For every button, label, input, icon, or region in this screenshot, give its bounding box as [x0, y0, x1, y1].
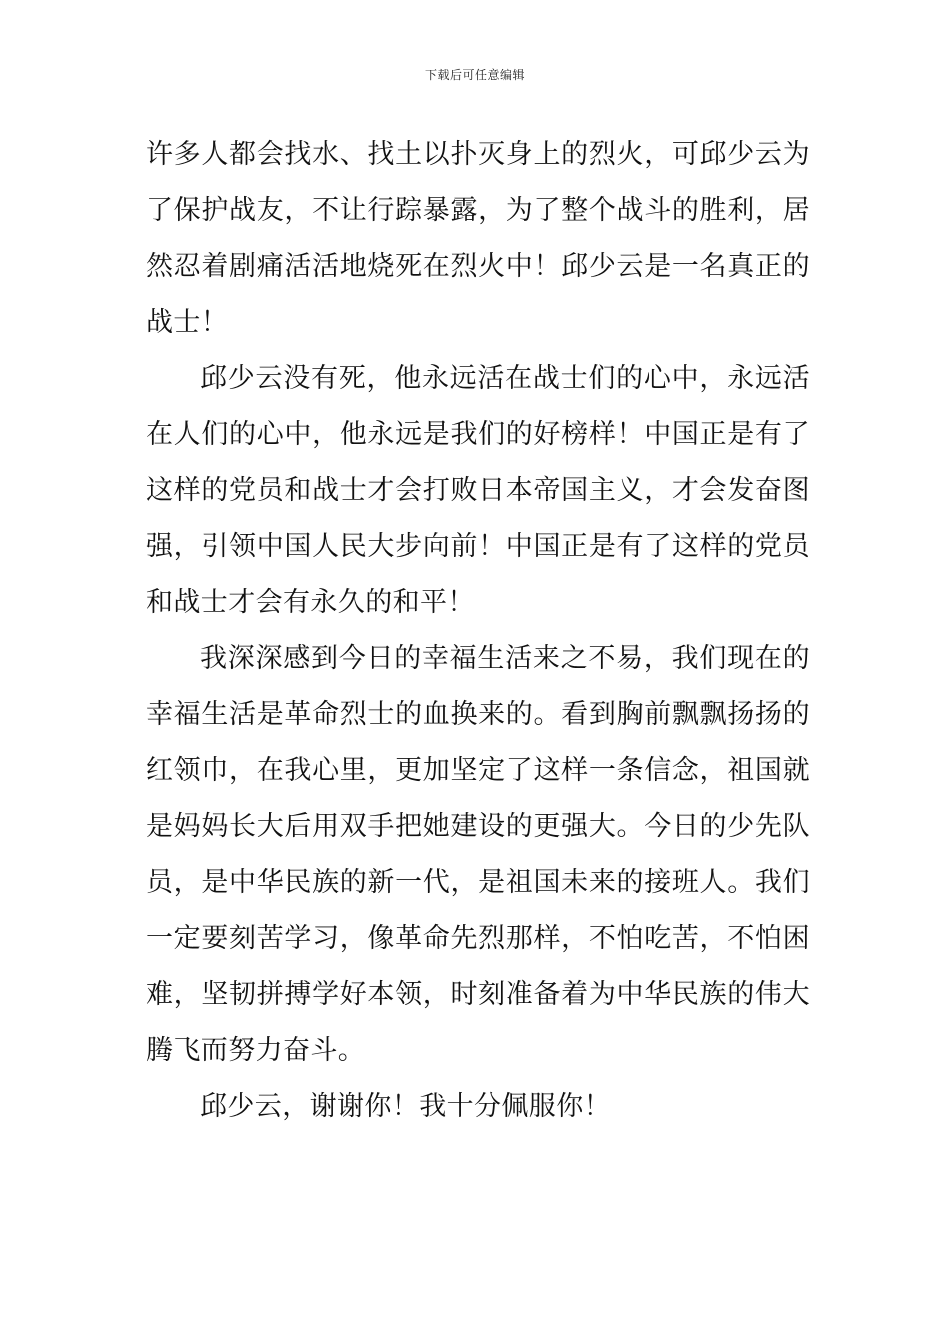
- page-header-note: 下载后可任意编辑: [424, 68, 525, 82]
- paragraph: 我深深感到今日的幸福生活来之不易，我们现在的幸福生活是革命烈士的血换来的。看到胸前飘飘扬扬的红领巾，在我心里，更加坚定了这样一条信念，祖国就是妈妈长大后用双手把她建设的更强大。今日的少先队员，是中华民族的新一代，是祖国未来的接班人。我们一定要刻苦学习，像革命先烈那样，不怕吃苦，不怕困难，坚韧拼搏学好本领，时刻准备着为中华民族的伟大腾飞而努力奋斗。: [146, 643, 810, 1066]
- paragraph: 邱少云没有死，他永远活在战士们的心中，永远活在人们的心中，他永远是我们的好榜样！中国正是有了这样的党员和战士才会打败日本帝国主义，才会发奋图强，引领中国人民大步向前！中国正是有了这样的党员和战士才会有永久的和平！: [146, 363, 810, 618]
- paragraph-closing: 邱少云，谢谢你！我十分佩服你！: [200, 1091, 611, 1122]
- document-body: [146, 127, 810, 1135]
- paragraph-continued: 许多人都会找水、找土以扑灭身上的烈火，可邱少云为了保护战友，不让行踪暴露，为了整个战斗的胜利，居然忍着剧痛活活地烧死在烈火中！邱少云是一名真正的战士！: [146, 139, 810, 338]
